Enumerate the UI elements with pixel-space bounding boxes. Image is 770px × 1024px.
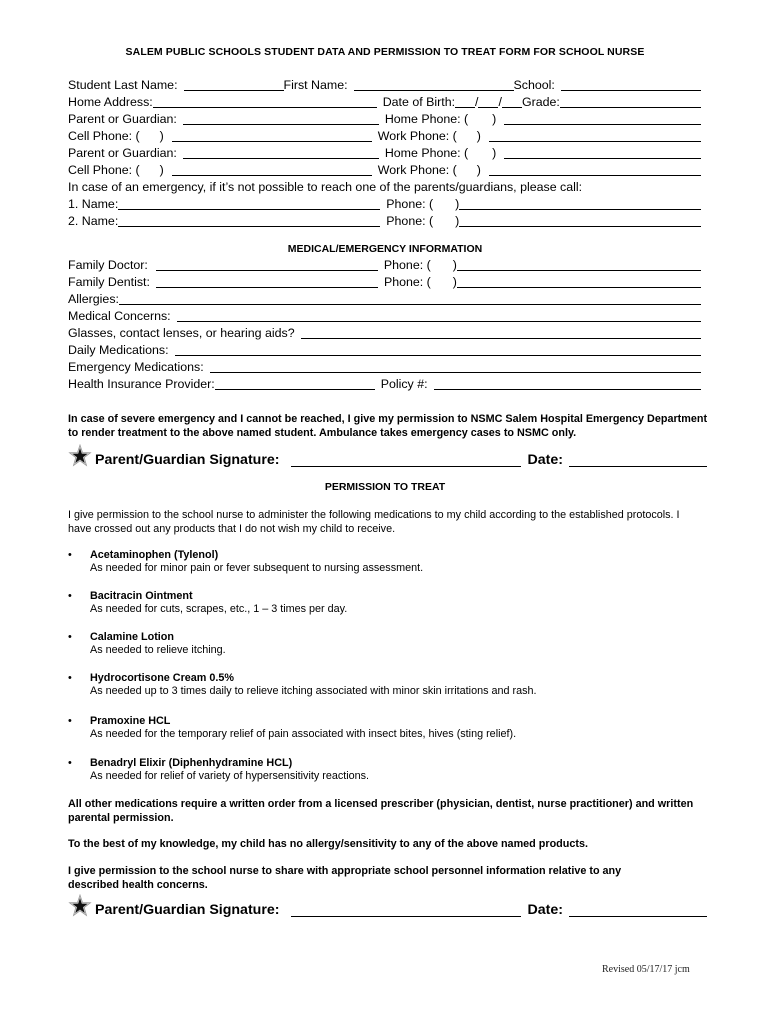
dentist-label: Family Dentist:	[68, 275, 150, 289]
work-phone2-field[interactable]	[489, 163, 701, 176]
first-name-label: First Name:	[283, 78, 348, 92]
daily-meds-row	[68, 341, 701, 357]
school-label: School:	[513, 78, 555, 92]
bullet-icon: •	[68, 590, 72, 602]
glasses-row	[68, 324, 701, 340]
concerns-label: Medical Concerns:	[68, 309, 171, 323]
contact2-phone-field[interactable]	[459, 214, 701, 227]
medication-name: Hydrocortisone Cream 0.5%	[90, 672, 235, 684]
dob-sep-1: /	[475, 95, 479, 109]
signature-row-2	[68, 896, 702, 918]
form-title: SALEM PUBLIC SCHOOLS STUDENT DATA AND PERMISSION TO TREAT FORM FOR SCHOOL NURSE	[125, 46, 645, 58]
guardian2-label: Parent or Guardian:	[68, 146, 177, 160]
cell-phone2-label: Cell Phone: (	[68, 163, 140, 177]
glasses-label: Glasses, contact lenses, or hearing aids?	[68, 326, 295, 340]
cell-phone1-paren: )	[159, 129, 164, 143]
bullet-icon: •	[68, 549, 72, 561]
contact1-row	[68, 195, 701, 211]
date-label-2: Date:	[527, 902, 563, 918]
signature-label-1: Parent/Guardian Signature:	[95, 452, 280, 468]
last-name-label: Student Last Name:	[68, 78, 178, 92]
contact1-name-field[interactable]	[118, 197, 380, 210]
dentist-phone-label: Phone: (	[383, 275, 431, 289]
medication-desc: As needed for relief of variety of hypersensitivity reactions.	[90, 770, 370, 782]
dob-day-field[interactable]	[478, 95, 498, 108]
cell-phone1-label: Cell Phone: (	[68, 129, 140, 143]
doctor-phone-label: Phone: (	[383, 258, 431, 272]
dentist-row	[68, 273, 701, 289]
guardian1-row	[68, 110, 701, 126]
medication-name: Benadryl Elixir (Diphenhydramine HCL)	[90, 757, 293, 769]
medication-desc: As needed to relieve itching.	[90, 644, 226, 656]
star-icon	[68, 446, 92, 468]
star-icon	[68, 896, 92, 918]
permission-heading: PERMISSION TO TREAT	[324, 481, 446, 493]
contact1-phone-label: Phone: (	[386, 197, 434, 211]
work-phone1-label: Work Phone: (	[377, 129, 457, 143]
insurance-row	[68, 375, 701, 391]
concerns-row	[68, 307, 701, 323]
bullet-icon: •	[68, 757, 72, 769]
contact2-name-field[interactable]	[118, 214, 380, 227]
work-phone1-field[interactable]	[489, 129, 701, 142]
grade-label: Grade:	[521, 95, 560, 109]
doctor-label: Family Doctor:	[68, 258, 148, 272]
home-phone2-label: Home Phone: (	[384, 146, 469, 160]
contact1-label: 1. Name:	[68, 197, 119, 211]
emergency-intro-row	[68, 178, 701, 194]
policy-label: Policy #:	[380, 377, 428, 391]
bullet-icon: •	[68, 631, 72, 643]
guardian1-field[interactable]	[183, 112, 379, 125]
medication-desc: As needed for minor pain or fever subsequent to nursing assessment.	[90, 562, 424, 574]
home-phone2-paren: )	[492, 146, 497, 160]
grade-field[interactable]	[560, 95, 701, 108]
contact2-phone-paren: )	[455, 214, 460, 228]
signature-field-2[interactable]	[291, 901, 521, 917]
no-allergy-text: To the best of my knowledge, my child has no allergy/sensitivity to any of the above named products.	[68, 838, 588, 850]
dob-sep-2: /	[498, 95, 502, 109]
home-phone1-paren: )	[492, 112, 497, 126]
emergency-meds-field[interactable]	[210, 360, 701, 373]
dob-year-field[interactable]	[502, 95, 522, 108]
bullet-icon: •	[68, 715, 72, 727]
date-field-1[interactable]	[569, 451, 707, 467]
emergency-meds-row	[68, 358, 701, 374]
medication-name: Calamine Lotion	[90, 631, 174, 643]
other-meds-text: All other medications require a written order from a licensed prescriber (physician, dentist, nurse practitioner) and written parental permission.	[68, 798, 694, 824]
medication-desc: As needed for the temporary relief of pain associated with insect bites, hives (sting relief).	[90, 728, 517, 740]
bullet-icon: •	[68, 672, 72, 684]
dob-month-field[interactable]	[455, 95, 475, 108]
medication-name: Bacitracin Ointment	[90, 590, 193, 602]
medication-desc: As needed for cuts, scrapes, etc., 1 – 3 times per day.	[90, 603, 348, 615]
insurance-field[interactable]	[215, 377, 375, 390]
permission-intro: I give permission to the school nurse to administer the following medications to my child according to the established protocols. I have crossed out any products that I do not wish my child to receive.	[68, 509, 680, 535]
signature-field-1[interactable]	[291, 451, 521, 467]
doctor-phone-paren: )	[452, 258, 457, 272]
first-name-field[interactable]	[354, 78, 514, 91]
guardian2-row	[68, 144, 701, 160]
medication-desc: As needed up to 3 times daily to relieve itching associated with minor skin irritations and rash.	[90, 685, 537, 697]
cell2-row	[68, 161, 701, 177]
cell1-row	[68, 127, 701, 143]
emergency-intro: In case of an emergency, if it’s not possible to reach one of the parents/guardians, please call:	[68, 180, 583, 194]
date-field-2[interactable]	[569, 901, 707, 917]
date-label-1: Date:	[527, 452, 563, 468]
medication-name: Acetaminophen (Tylenol)	[90, 549, 219, 561]
home-phone1-field[interactable]	[504, 112, 701, 125]
home-address-field[interactable]	[153, 95, 377, 108]
medical-heading: MEDICAL/EMERGENCY INFORMATION	[287, 243, 483, 255]
guardian1-label: Parent or Guardian:	[68, 112, 177, 126]
last-name-field[interactable]	[184, 78, 284, 91]
allergies-label: Allergies:	[68, 292, 119, 306]
concerns-field[interactable]	[177, 309, 701, 322]
daily-meds-field[interactable]	[175, 343, 701, 356]
home-address-label: Home Address:	[68, 95, 153, 109]
student-name-row	[68, 76, 701, 92]
cell-phone1-field[interactable]	[172, 129, 372, 142]
work-phone2-label: Work Phone: (	[377, 163, 457, 177]
daily-meds-label: Daily Medications:	[68, 343, 169, 357]
work-phone2-paren: )	[476, 163, 481, 177]
medication-name: Pramoxine HCL	[90, 715, 171, 727]
work-phone1-paren: )	[476, 129, 481, 143]
dentist-phone-paren: )	[452, 275, 457, 289]
doctor-field[interactable]	[156, 258, 378, 271]
share-info-text: I give permission to the school nurse to share with appropriate school personnel information relative to any described health concerns.	[68, 865, 622, 891]
cell-phone2-paren: )	[159, 163, 164, 177]
allergies-field[interactable]	[119, 292, 701, 305]
guardian2-field[interactable]	[183, 146, 379, 159]
contact1-phone-paren: )	[455, 197, 460, 211]
signature-row-1	[68, 446, 702, 468]
address-row	[68, 93, 701, 109]
doctor-row	[68, 256, 701, 272]
school-field[interactable]	[561, 78, 701, 91]
dentist-field[interactable]	[156, 275, 378, 288]
home-phone1-label: Home Phone: (	[384, 112, 469, 126]
cell-phone2-field[interactable]	[172, 163, 372, 176]
contact2-row	[68, 212, 701, 228]
emergency-meds-label: Emergency Medications:	[68, 360, 204, 374]
revision-note: Revised 05/17/17 jcm	[602, 964, 690, 975]
contact1-phone-field[interactable]	[459, 197, 701, 210]
consent-text: In case of severe emergency and I cannot be reached, I give my permission to NSMC Salem Hospital Emergency Department to render treatment to the above named student. Ambulance takes emergency cases to NSMC only.	[68, 413, 708, 439]
policy-field[interactable]	[434, 377, 701, 390]
contact2-phone-label: Phone: (	[386, 214, 434, 228]
contact2-label: 2. Name:	[68, 214, 119, 228]
home-phone2-field[interactable]	[504, 146, 701, 159]
dentist-phone-field[interactable]	[457, 275, 701, 288]
dob-label: Date of Birth:	[382, 95, 456, 109]
signature-label-2: Parent/Guardian Signature:	[95, 902, 280, 918]
doctor-phone-field[interactable]	[457, 258, 701, 271]
glasses-field[interactable]	[301, 326, 701, 339]
allergies-row	[68, 290, 701, 306]
insurance-label: Health Insurance Provider:	[68, 377, 215, 391]
